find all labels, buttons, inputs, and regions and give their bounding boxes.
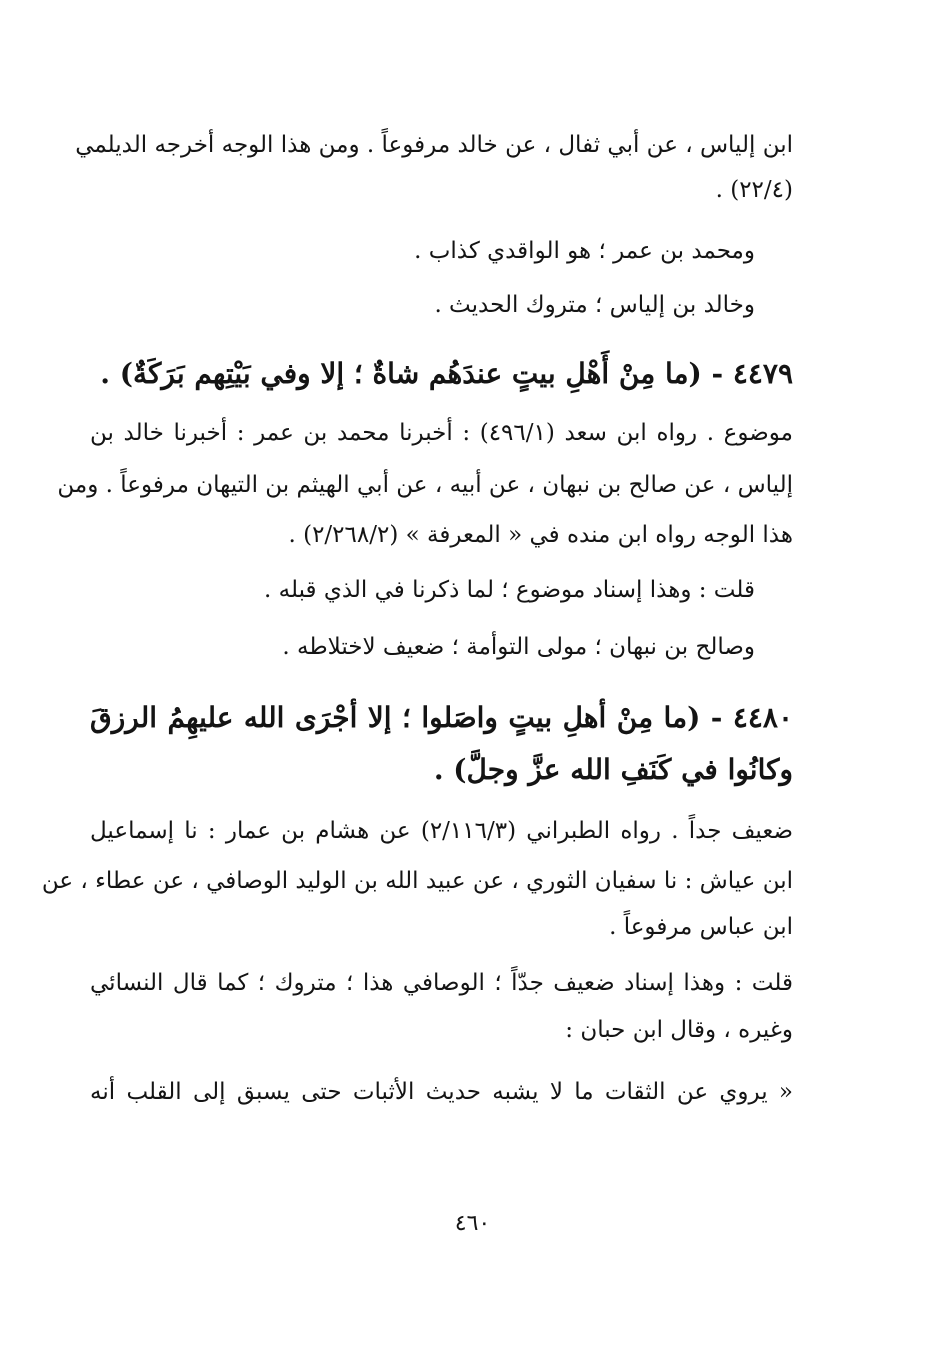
text-line: موضوع . رواه ابن سعد (٤٩٦/١) : أخبرنا محمد بن عمر : أخبرنا خالد بن	[90, 420, 793, 446]
text-line: إلياس ، عن صالح بن نبهان ، عن أبيه ، عن أبي الهيثم بن التيهان مرفوعاً . ومن	[57, 472, 793, 498]
text-line: قلت : وهذا إسناد موضوع ؛ لما ذكرنا في الذي قبله .	[264, 577, 755, 603]
hadith-heading: ٤٤٨٠ - (ما مِنْ أهلِ بيتٍ واصَلوا ؛ إلا أجْرَى الله عليهِمُ الرزقَ	[90, 701, 793, 734]
text-line: ومحمد بن عمر ؛ هو الواقدي كذاب .	[414, 238, 755, 264]
text-line: وغيره ، وقال ابن حبان :	[565, 1017, 793, 1043]
text-line: « يروي عن الثقات ما لا يشبه حديث الأثبات حتى يسبق إلى القلب أنه	[90, 1079, 793, 1105]
text-line: وخالد بن إلياس ؛ متروك الحديث .	[434, 292, 755, 318]
text-line: قلت : وهذا إسناد ضعيف جدّاً ؛ الوصافي هذا ؛ متروك ؛ كما قال النسائي	[90, 970, 793, 996]
text-line: ابن إلياس ، عن أبي ثفال ، عن خالد مرفوعاً . ومن هذا الوجه أخرجه الديلمي	[75, 132, 793, 158]
text-line: هذا الوجه رواه ابن منده في « المعرفة » (٢/٢٦٨/٢) .	[288, 522, 793, 548]
page-number: ٤٦٠	[454, 1211, 491, 1236]
text-line: وصالح بن نبهان ؛ مولى التوأمة ؛ ضعيف لاختلاطه .	[282, 634, 755, 660]
text-line: ابن عياش : نا سفيان الثوري ، عن عبيد الله بن الوليد الوصافي ، عن عطاء ، عن	[41, 868, 793, 894]
hadith-heading: ٤٤٧٩ - (ما مِنْ أَهْلِ بيتٍ عندَهُم شاةٌ ؛ إلا وفي بَيْتِهم بَرَكَةٌ) .	[100, 357, 793, 390]
text-line: ابن عباس مرفوعاً .	[609, 914, 793, 940]
text-line: (٢٢/٤) .	[715, 177, 793, 203]
text-line: ضعيف جداً . رواه الطبراني (٢/١١٦/٣) عن هشام بن عمار : نا إسماعيل	[90, 818, 793, 844]
hadith-heading: وكانُوا في كَنَفِ الله عزَّ وجلَّ) .	[433, 753, 793, 786]
